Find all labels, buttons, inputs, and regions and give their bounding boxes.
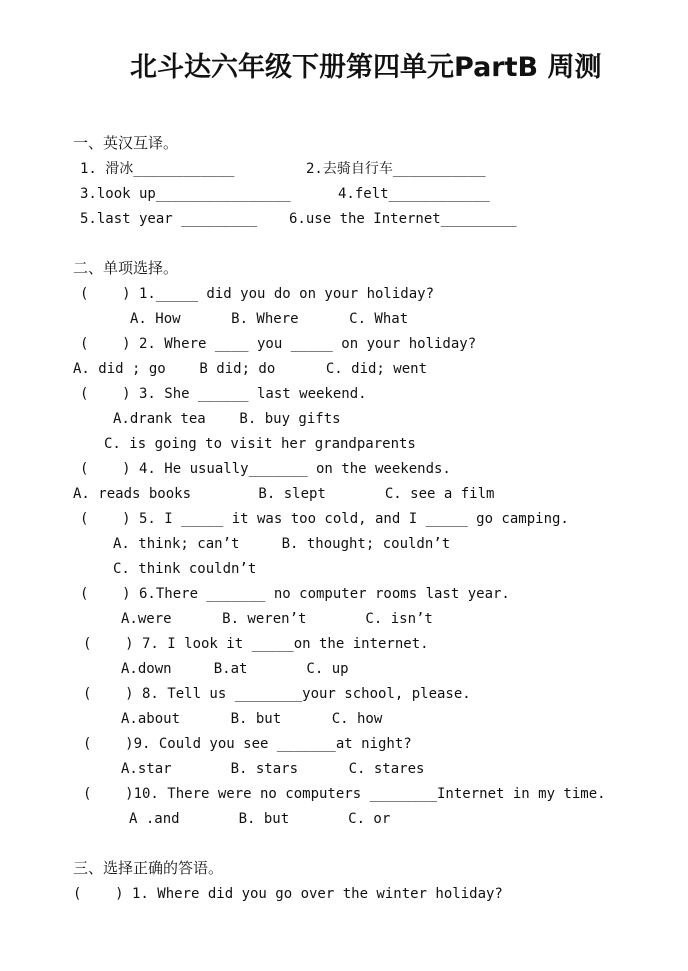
title-suffix: 周测 (538, 52, 602, 83)
question-line: ( )9. Could you see _______at night? (83, 736, 412, 752)
options-line: A.were B. weren’t C. isn’t (121, 611, 433, 627)
vocab-item: 4.felt____________ (338, 186, 490, 202)
question-line: ( ) 1._____ did you do on your holiday? (80, 286, 435, 302)
question-line: ( )10. There were no computers ________Internet in my time. (83, 786, 606, 802)
vocab-item: 6.use the Internet_________ (289, 211, 517, 227)
options-line: A .and B. but C. or (129, 811, 391, 827)
vocab-item: 1. 滑冰____________ (80, 161, 235, 177)
options-line: A. think; can’t B. thought; couldn’t (113, 536, 451, 552)
question-line: ( ) 2. Where ____ you _____ on your holiday? (80, 336, 477, 352)
title-prefix: 北斗达六年级下册第四单元 (130, 52, 454, 83)
options-line: A. reads books B. slept C. see a film (73, 486, 495, 502)
options-line: A.drank tea B. buy gifts (113, 411, 341, 427)
question-line: ( ) 6.There _______ no computer rooms last year. (80, 586, 510, 602)
options-line: A.star B. stars C. stares (121, 761, 425, 777)
question-line: ( ) 4. He usually_______ on the weekends. (80, 461, 451, 477)
options-line: A.down B.at C. up (121, 661, 349, 677)
options-line: A. did ; go B did; do C. did; went (73, 361, 428, 377)
options-line: C. is going to visit her grandparents (104, 436, 416, 452)
options-line: A. How B. Where C. What (130, 311, 409, 327)
question-line: ( ) 1. Where did you go over the winter holiday? (73, 886, 503, 902)
vocab-item: 2.去骑自行车___________ (306, 161, 486, 177)
question-line: ( ) 5. I _____ it was too cold, and I _____ go camping. (80, 511, 569, 527)
section-2-heading: 二、单项选择。 (73, 259, 179, 277)
options-line: C. think couldn’t (113, 561, 257, 577)
vocab-item: 5.last year _________ (80, 211, 258, 227)
page-title (130, 50, 602, 86)
section-1-heading: 一、英汉互译。 (73, 134, 179, 152)
vocab-item: 3.look up________________ (80, 186, 291, 202)
question-line: ( ) 8. Tell us ________your school, please. (83, 686, 471, 702)
title-part: PartB (454, 52, 539, 83)
section-3-heading: 三、选择正确的答语。 (73, 859, 224, 877)
question-line: ( ) 3. She ______ last weekend. (80, 386, 367, 402)
question-line: ( ) 7. I look it _____on the internet. (83, 636, 429, 652)
options-line: A.about B. but C. how (121, 711, 383, 727)
